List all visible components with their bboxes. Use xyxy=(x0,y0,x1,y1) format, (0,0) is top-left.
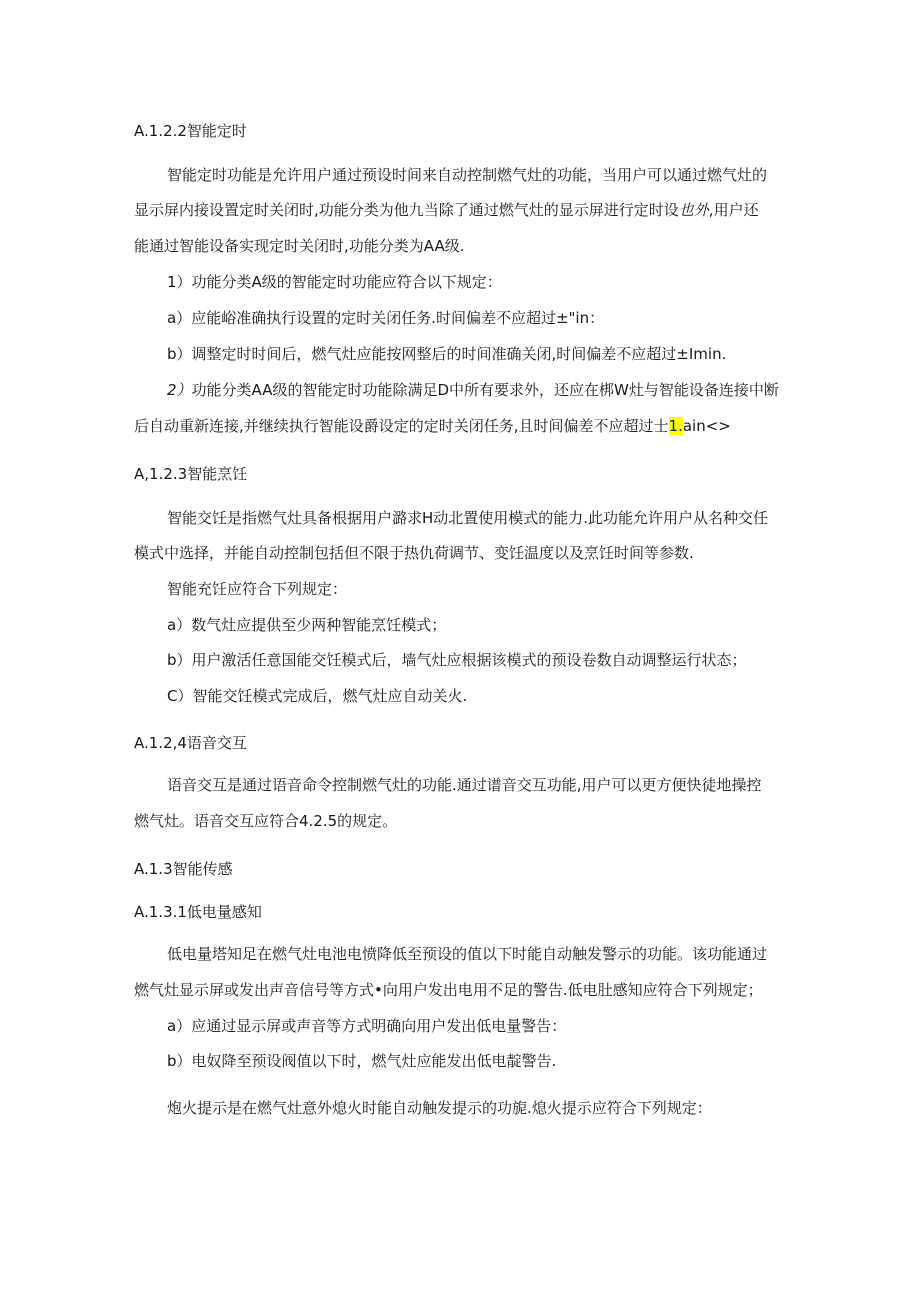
section-heading-a123: A,1.2.3智能烹饪 xyxy=(134,465,248,483)
paragraph-line: 燃气灶。语音交互应符合4.2.5的规定。 xyxy=(134,812,398,830)
paragraph-line: 炮火提示是在燃气灶意外熄火时能自动触发提示的功旎.熄火提示应符合下列规定： xyxy=(167,1099,712,1117)
rule-item: b）调整定时时间后，燃气灶应能按网整后的时间准确关闭,时间偏差不应超过±Imin. xyxy=(167,345,727,363)
section-heading-a124: A.1.2,4语音交互 xyxy=(134,734,247,752)
rule-item: b）电奴降至预设阀值以下时，燃气灶应能发出低电靛警告. xyxy=(167,1052,557,1070)
paragraph-line: 能通过智能设备实现定时关闭时,功能分类为AA级. xyxy=(134,237,465,255)
paragraph-line: 低电量塔知足在燃气灶电池电愤降低至预设的值以下时能自动触发警示的功能。该功能通过 xyxy=(167,945,768,963)
text-run: 功能分类AA级的智能定时功能除满足D中所有要求外，还应在梆W灶与智能设备连接中断 xyxy=(191,381,779,399)
paragraph-line: 语音交互是通过语音命令控制燃气灶的功能.通过谱音交互功能,用户可以更方便快徒地操控 xyxy=(167,776,762,794)
text-run-italic: 2） xyxy=(167,381,192,399)
paragraph-line: 智能充饪应符合下列规定： xyxy=(167,580,348,598)
paragraph-line: 智能交饪是指燃气灶具备根据用户潞求H动北置使用模式的能力.此功能允许用户从名种交任 xyxy=(167,509,769,527)
paragraph-line xyxy=(134,416,731,436)
paragraph-line: 燃气灶显示屏或发出声音信号等方式•向用户发出电用不足的警告.低电肚感知应符合下列规定； xyxy=(134,981,763,999)
text-run: 后自动重新连接,并继续执行智能设爵设定的定时关闭任务,且时间偏差不应超过士 xyxy=(134,417,669,435)
rule-item: 1）功能分类A级的智能定时功能应符合以下规定： xyxy=(167,273,502,291)
text-run: 显示屏内接设置定时关闭时,功能分类为他九当除了通过燃气灶的显示屏进行定时设 xyxy=(134,201,679,219)
section-heading-a131: A.1.3.1低电量感知 xyxy=(134,903,262,921)
paragraph-line: 模式中选择，并能自动控制包括但不限于热仇荷调节、变饪温度以及烹饪时间等参数. xyxy=(134,544,694,562)
rule-item: a）数气灶应提供至少两种智能烹饪模式； xyxy=(167,616,447,634)
rule-item: a）应通过显示屏或声音等方式明确向用户发出低电量警告： xyxy=(167,1017,567,1035)
text-run: ain<> xyxy=(682,417,731,435)
paragraph-line xyxy=(134,200,759,220)
highlighted-text: 1. xyxy=(668,417,683,435)
text-run: ,用户还 xyxy=(708,201,759,219)
paragraph-line: 智能定时功能是允许用户通过预设时间来自动控制燃气灶的功能，当用户可以通过燃气灶的 xyxy=(167,166,768,184)
rule-item: C）智能交饪模式完成后，燃气灶应自动关火. xyxy=(167,687,468,705)
rule-item: b）用户激活任意国能交饪模式后，墙气灶应根据该模式的预设卷数自动调整运行状态； xyxy=(167,651,747,669)
section-heading-a122: A.1.2.2智能定时 xyxy=(134,122,247,140)
text-run-italic: 也外 xyxy=(678,201,709,219)
section-heading-a13: A.1.3智能传感 xyxy=(134,860,233,878)
rule-item xyxy=(167,380,779,400)
rule-item: a）应能峪准确执行设置的定时关闭任务.时间偏差不应超过±"in： xyxy=(167,309,605,327)
